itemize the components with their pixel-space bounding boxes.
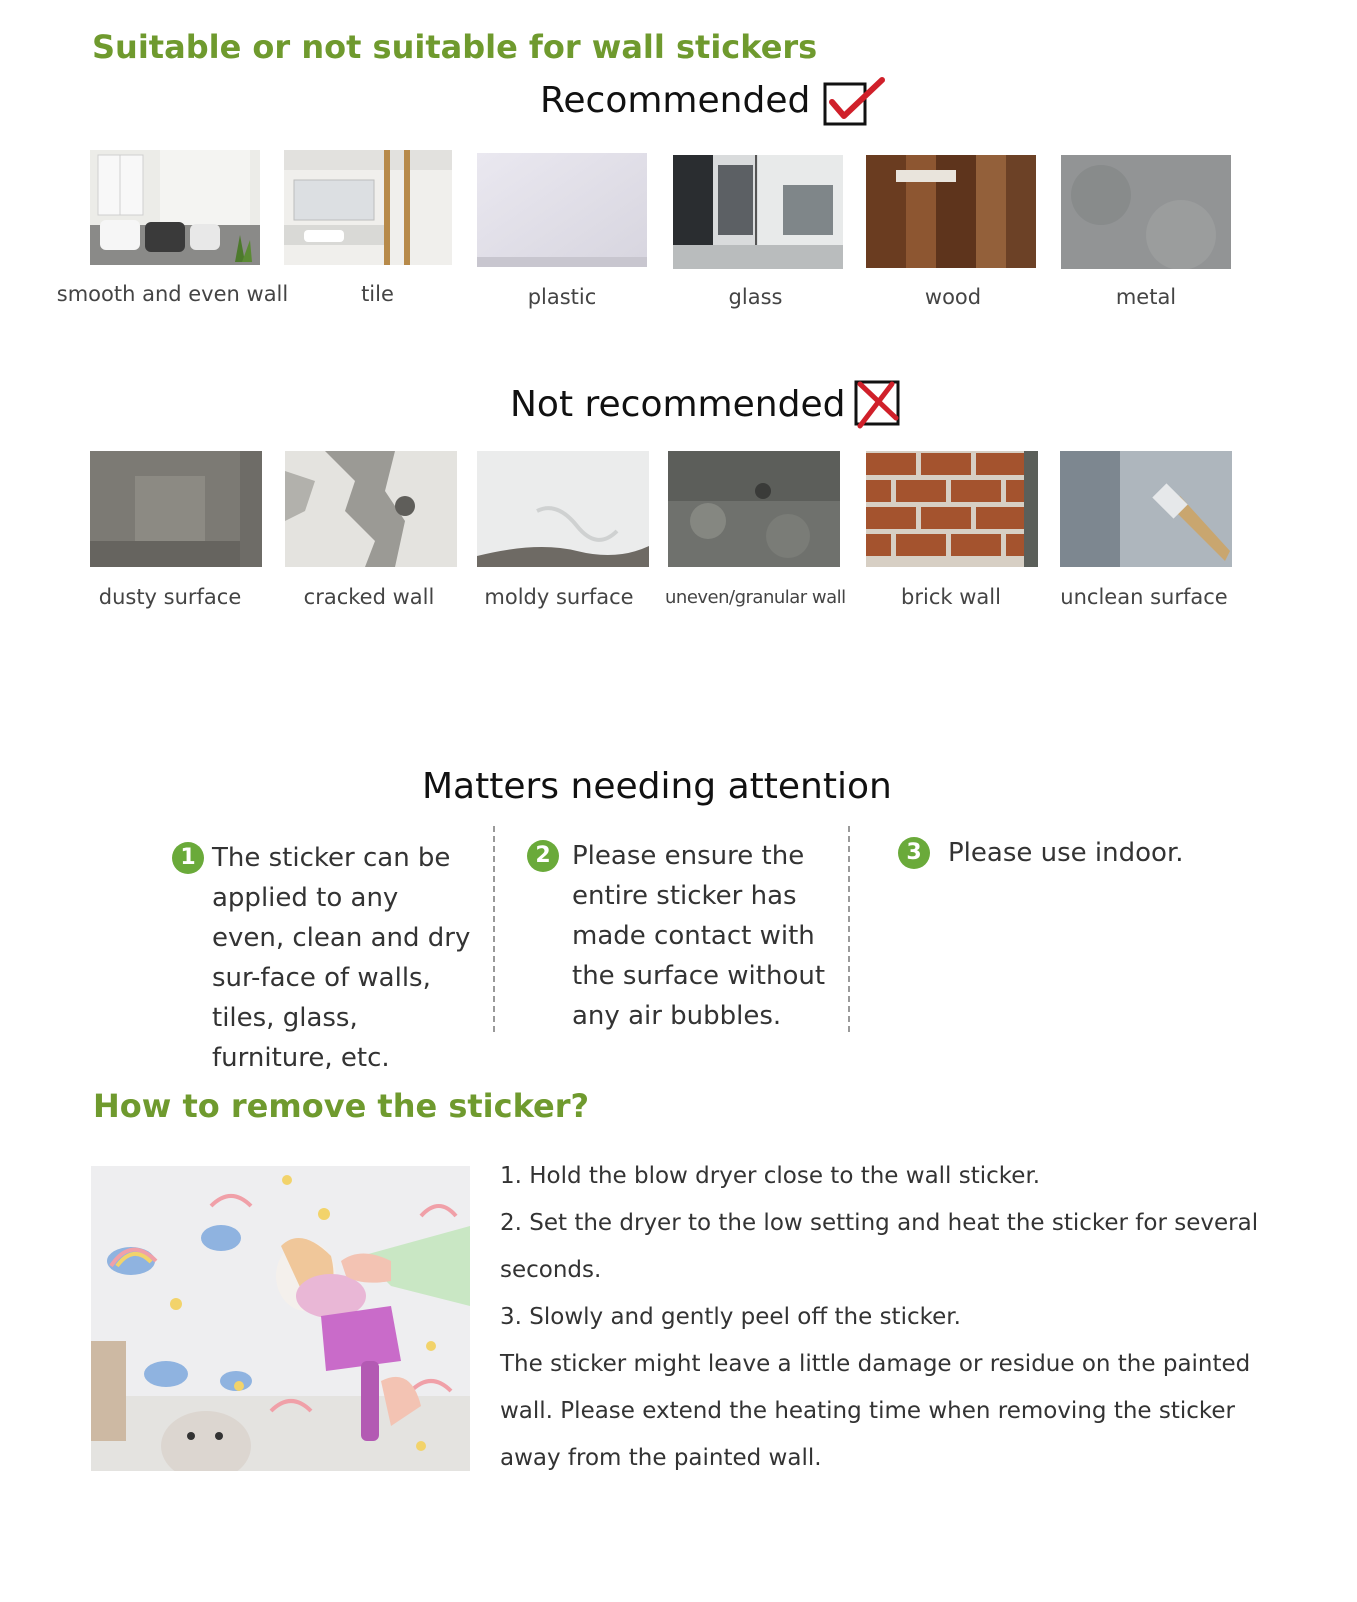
removal-line-3: seconds. — [500, 1257, 602, 1283]
glass-image — [673, 155, 843, 269]
uneven-wall-image — [668, 451, 840, 567]
removal-line-1: 1. Hold the blow dryer close to the wall sticker. — [500, 1163, 1041, 1189]
caption-smooth-wall: smooth and even wall — [56, 282, 289, 306]
recommended-heading: Recommended — [540, 80, 811, 121]
unclean-surface-image — [1060, 451, 1232, 567]
not-recommended-heading: Not recommended — [510, 384, 846, 425]
removal-line-7: away from the painted wall. — [500, 1445, 822, 1471]
dashed-divider — [848, 826, 850, 1032]
caption-unclean-surface: unclean surface — [1060, 585, 1228, 609]
caption-cracked-wall: cracked wall — [303, 585, 435, 609]
removal-line-2: 2. Set the dryer to the low setting and heat the sticker for several — [500, 1210, 1259, 1236]
caption-brick-wall: brick wall — [901, 585, 1001, 609]
caption-metal: metal — [1115, 285, 1177, 309]
number-2-icon: 2 — [527, 840, 559, 872]
note-3-text: Please use indoor. — [948, 838, 1184, 868]
removal-illustration-image — [91, 1166, 470, 1471]
check-box-icon — [822, 76, 888, 128]
caption-dusty-surface: dusty surface — [98, 585, 242, 609]
brick-wall-image — [866, 451, 1038, 567]
smooth-wall-image — [90, 150, 260, 265]
removal-line-6: wall. Please extend the heating time when removing the sticker — [500, 1398, 1236, 1424]
page-title: Suitable or not suitable for wall stickers — [92, 28, 818, 66]
moldy-surface-image — [477, 451, 649, 567]
wood-image — [866, 155, 1036, 268]
number-1-icon: 1 — [172, 842, 204, 874]
removal-line-4: 3. Slowly and gently peel off the sticker. — [500, 1304, 961, 1330]
cracked-wall-image — [285, 451, 457, 567]
removal-line-5: The sticker might leave a little damage or residue on the painted — [500, 1351, 1251, 1377]
caption-tile: tile — [361, 282, 394, 306]
attention-heading: Matters needing attention — [422, 766, 892, 807]
note-1-text: The sticker can be applied to any even, clean and dry sur-face of walls, tiles, glass, furniture, etc. — [212, 843, 471, 1073]
caption-wood: wood — [924, 285, 982, 309]
number-3-icon: 3 — [898, 837, 930, 869]
dusty-surface-image — [90, 451, 262, 567]
note-2-text: Please ensure the entire sticker has made contact with the surface without any air bubbles. — [572, 841, 826, 1031]
tile-image — [284, 150, 452, 265]
metal-image — [1061, 155, 1231, 269]
caption-moldy-surface: moldy surface — [484, 585, 634, 609]
caption-uneven-wall: uneven/granular wall — [665, 587, 846, 608]
caption-plastic: plastic — [527, 285, 597, 309]
caption-glass: glass — [728, 285, 783, 309]
removal-title: How to remove the sticker? — [93, 1087, 590, 1125]
cross-box-icon — [852, 378, 904, 430]
dashed-divider — [493, 826, 495, 1032]
plastic-image — [477, 153, 647, 267]
